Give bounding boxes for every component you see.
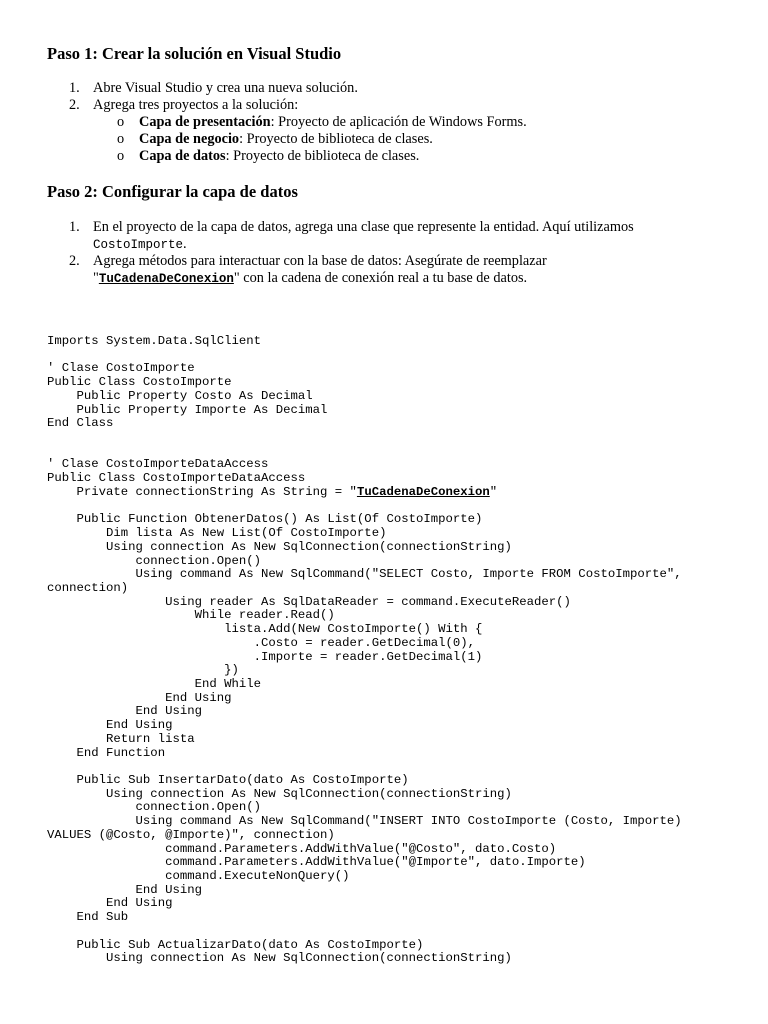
bullet-term: Capa de negocio: [139, 131, 240, 147]
step-number: 1.: [69, 219, 80, 235]
bullet-term: Capa de presentación: [139, 114, 271, 130]
code-placeholder: TuCadenaDeConexion: [356, 484, 490, 499]
bullet-marker: o: [117, 131, 125, 147]
step-text: Agrega tres proyectos a la solución:: [93, 97, 299, 113]
step-text-continuation: "TuCadenaDeConexion" con la cadena de conexión real a tu base de datos.: [93, 270, 528, 286]
bullet-item: [139, 114, 527, 131]
bullet-description: : Proyecto de aplicación de Windows Forms.: [270, 114, 527, 130]
bullet-description: : Proyecto de biblioteca de clases.: [239, 131, 433, 147]
step-number: 2.: [69, 253, 80, 269]
bullet-description: : Proyecto de biblioteca de clases.: [225, 148, 420, 164]
step-text: En el proyecto de la capa de datos, agrega una clase que represente la entidad. Aquí utilizamos: [93, 219, 634, 235]
step-text: Agrega métodos para interactuar con la base de datos: Asegúrate de reemplazar: [93, 253, 547, 269]
section-heading-paso-2: Paso 2: Configurar la capa de datos: [47, 182, 298, 201]
code-part: Imports System.Data.SqlClient ' Clase CostoImporte Public Class CostoImporte Public Property Costo As Decimal Public Property Importe As Decimal End Class ' Clase CostoImporteDataAccess Public Class CostoImporteDataAccess Private connectionString As String = ": [47, 334, 357, 499]
bullet-item: [139, 148, 419, 165]
code-block: [47, 335, 682, 966]
bullet-marker: o: [117, 148, 125, 164]
section-heading-paso-1: Paso 1: Crear la solución en Visual Studio: [47, 44, 342, 63]
inline-code: CostoImporte: [93, 238, 184, 252]
bullet-marker: o: [117, 114, 125, 130]
inline-code: TuCadenaDeConexion: [98, 272, 234, 286]
bullet-term: Capa de datos: [139, 148, 226, 164]
code-part: " Public Function ObtenerDatos() As List(Of CostoImporte) Dim lista As New List(Of CostoImporte) Using connection As New SqlConnection(connectionString) connection.Open() Using command As New SqlCommand("SELECT Costo, Importe FROM CostoImporte", connection) Using reader As SqlDataReader = command.ExecuteReader() While reader.Read() lista.Add(New CostoImporte() With { .Costo = reader.GetDecimal(0), .Importe = reader.GetDecimal(1) }) End While End Using End Using End Using Return lista End Function Public Sub InsertarDato(dato As CostoImporte) Using connection As New SqlConnection(connectionString) connection.Open() Using command As New SqlCommand("INSERT INTO CostoImporte (Costo, Importe) VALUES (@Costo, @Importe)", connection) command.Parameters.AddWithValue("@Costo", dato.Costo) command.Parameters.AddWithValue("@Importe", dato.Importe) command.ExecuteNonQuery() End Using End Using End Sub Public Sub ActualizarDato(dato As CostoImporte) Using connection As New SqlConnection(connectionString): [47, 484, 682, 966]
step-number: 2.: [69, 97, 80, 113]
step-number: 1.: [69, 80, 80, 96]
step-text: Abre Visual Studio y crea una nueva solución.: [93, 80, 358, 96]
bullet-item: [139, 131, 433, 148]
step-text-continuation: CostoImporte.: [93, 236, 187, 252]
